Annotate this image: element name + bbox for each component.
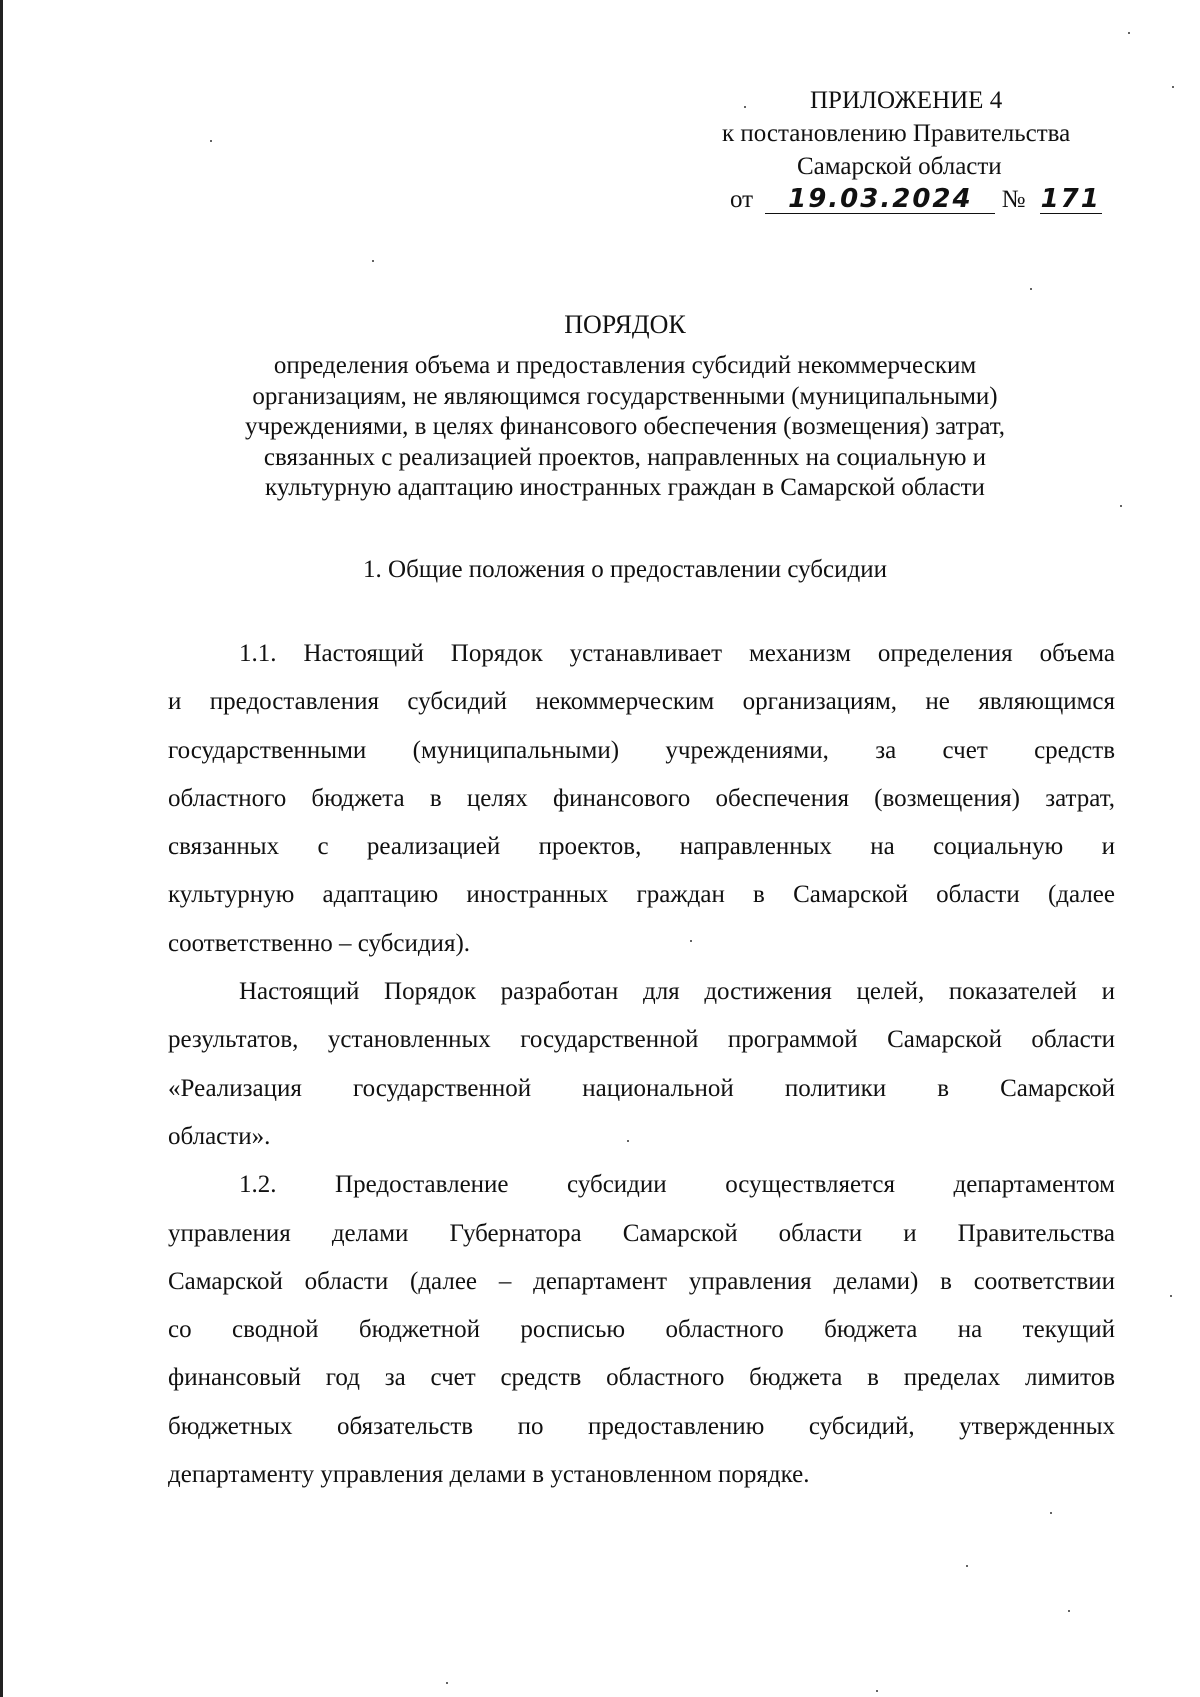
text-line: соответственно – субсидия).: [168, 929, 471, 957]
scan-speck: [1050, 1512, 1052, 1514]
handwritten-number: 171: [1040, 184, 1101, 214]
scan-speck: [1120, 505, 1122, 507]
text-line: бюджетных обязательств по предоставлению субсидий, утвержденных: [168, 1412, 1115, 1440]
scan-speck: [210, 140, 212, 142]
subtitle-line: организациям, не являющимся государственными (муниципальными): [252, 382, 998, 410]
scan-speck: [1030, 288, 1032, 290]
scan-speck: [876, 1690, 878, 1692]
text-line: Самарской области (далее – департамент управления делами) в соответствии: [168, 1267, 1115, 1295]
text-line: финансовый год за счет средств областного бюджета в пределах лимитов: [168, 1364, 1115, 1392]
document-body: [168, 630, 1115, 1499]
text-line: культурную адаптацию иностранных граждан в Самарской области (далее: [168, 881, 1115, 909]
text-line: областного бюджета в целях финансового обеспечения (возмещения) затрат,: [168, 784, 1115, 812]
text-line: 1.2. Предоставление субсидии осуществляется департаментом: [239, 1171, 1115, 1199]
scan-speck: [966, 1565, 968, 1567]
scan-speck: [744, 106, 746, 108]
date-prefix: от: [730, 186, 754, 213]
handwritten-date: 19.03.2024: [765, 185, 995, 214]
text-line: Настоящий Порядок разработан для достижения целей, показателей и: [239, 978, 1115, 1006]
appendix-title: ПРИЛОЖЕНИЕ 4: [810, 87, 1003, 114]
appendix-date-line: [640, 183, 1120, 216]
text-line: 1.1. Настоящий Порядок устанавливает механизм определения объема: [239, 640, 1115, 667]
subtitle-line: определения объема и предоставления субсидий некоммерческим: [273, 352, 977, 379]
text-line: области».: [168, 1122, 271, 1150]
number-sign: №: [1001, 186, 1026, 213]
appendix-header: [640, 84, 1120, 216]
section-heading: 1. Общие положения о предоставлении субсидии: [363, 556, 887, 583]
text-line: связанных с реализацией проектов, направленных на социальную и: [168, 833, 1115, 861]
scan-speck: [1068, 1610, 1070, 1612]
text-line: государственными (муниципальными) учреждениями, за счет средств: [168, 736, 1115, 764]
paragraph-1-2: [168, 1161, 1115, 1499]
scan-speck: [627, 1140, 629, 1142]
text-line: результатов, установленных государственной программой Самарской области: [168, 1026, 1115, 1054]
scan-speck: [1172, 86, 1174, 88]
text-line: со сводной бюджетной росписью областного бюджета на текущий: [168, 1316, 1115, 1344]
appendix-region: Самарской области: [797, 153, 1002, 180]
scan-speck: [372, 260, 374, 262]
paragraph-1-1: [168, 630, 1115, 968]
text-line: управления делами Губернатора Самарской области и Правительства: [168, 1219, 1115, 1247]
scan-speck: [446, 1682, 448, 1684]
text-line: и предоставления субсидий некоммерческим организациям, не являющимся: [168, 688, 1115, 716]
appendix-reference: к постановлению Правительства: [722, 120, 1071, 147]
scan-speck: [1170, 1295, 1172, 1297]
document-title: ПОРЯДОК: [564, 310, 686, 339]
subtitle-line: культурную адаптацию иностранных граждан в Самарской области: [265, 474, 985, 501]
subtitle-line: связанных с реализацией проектов, направленных на социальную и: [263, 443, 987, 471]
scan-speck: [690, 940, 692, 942]
scan-edge: [0, 0, 3, 1697]
subtitle-line: учреждениями, в целях финансового обеспечения (возмещения) затрат,: [244, 413, 1006, 440]
paragraph-program: [168, 968, 1115, 1161]
scan-speck: [1128, 32, 1130, 34]
text-line: департаменту управления делами в установленном порядке.: [168, 1461, 810, 1489]
document-subtitle: [150, 351, 1100, 504]
text-line: «Реализация государственной национальной политики в Самарской: [168, 1074, 1115, 1102]
